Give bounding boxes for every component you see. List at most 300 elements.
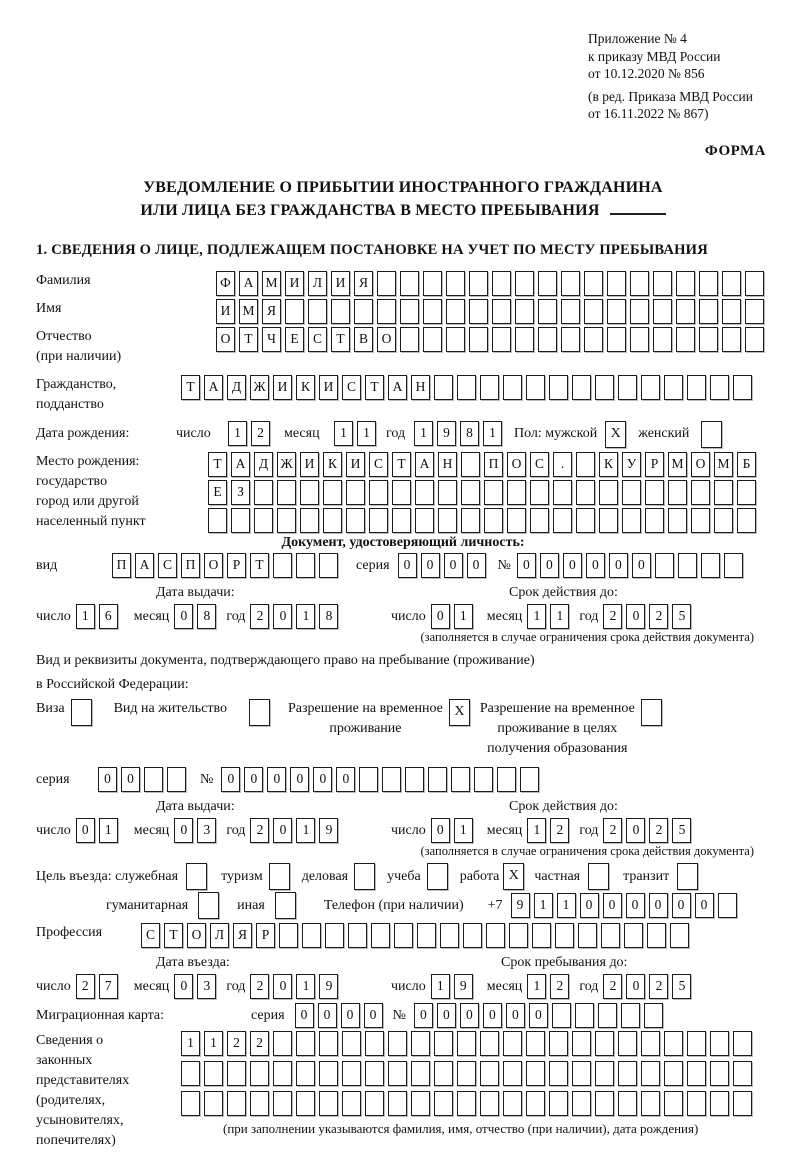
char-cell-empty[interactable] bbox=[457, 1061, 476, 1086]
char-cell-empty[interactable] bbox=[701, 421, 722, 448]
char-cell-empty[interactable] bbox=[552, 1003, 571, 1028]
char-cell-filled[interactable]: 5 bbox=[672, 604, 691, 629]
char-cell-empty[interactable] bbox=[584, 299, 603, 324]
char-cell-filled[interactable]: 0 bbox=[273, 974, 292, 999]
char-cell-empty[interactable] bbox=[323, 508, 342, 533]
char-cell-empty[interactable] bbox=[710, 375, 729, 400]
char-cell-empty[interactable] bbox=[509, 923, 528, 948]
char-cell-empty[interactable] bbox=[530, 508, 549, 533]
char-cell-filled[interactable]: 0 bbox=[626, 974, 645, 999]
char-cell-empty[interactable] bbox=[503, 375, 522, 400]
char-cell-empty[interactable] bbox=[630, 299, 649, 324]
char-cell-empty[interactable] bbox=[144, 767, 163, 792]
char-cell-filled[interactable]: А bbox=[415, 452, 434, 477]
char-cell-empty[interactable] bbox=[411, 1061, 430, 1086]
char-cell-empty[interactable] bbox=[607, 299, 626, 324]
char-cell-filled[interactable]: X bbox=[503, 863, 524, 890]
char-cell-filled[interactable]: X bbox=[449, 699, 470, 726]
char-cell-empty[interactable] bbox=[346, 480, 365, 505]
char-cell-filled[interactable]: 0 bbox=[460, 1003, 479, 1028]
char-cell-filled[interactable]: 0 bbox=[467, 553, 486, 578]
char-cell-empty[interactable] bbox=[250, 1061, 269, 1086]
char-cell-empty[interactable] bbox=[599, 508, 618, 533]
char-cell-empty[interactable] bbox=[653, 327, 672, 352]
char-cell-empty[interactable] bbox=[434, 1091, 453, 1116]
char-cell-empty[interactable] bbox=[438, 480, 457, 505]
char-cell-empty[interactable] bbox=[492, 327, 511, 352]
char-cell-empty[interactable] bbox=[595, 375, 614, 400]
char-cell-empty[interactable] bbox=[461, 452, 480, 477]
char-cell-empty[interactable] bbox=[461, 508, 480, 533]
char-cell-empty[interactable] bbox=[572, 1031, 591, 1056]
char-cell-empty[interactable] bbox=[710, 1061, 729, 1086]
char-cell-empty[interactable] bbox=[737, 508, 756, 533]
char-cell-filled[interactable]: А bbox=[239, 271, 258, 296]
char-cell-empty[interactable] bbox=[415, 508, 434, 533]
char-cell-filled[interactable]: О bbox=[204, 553, 223, 578]
char-cell-filled[interactable]: 0 bbox=[295, 1003, 314, 1028]
char-cell-filled[interactable]: 1 bbox=[550, 604, 569, 629]
char-cell-empty[interactable] bbox=[599, 480, 618, 505]
char-cell-empty[interactable] bbox=[576, 452, 595, 477]
char-cell-filled[interactable]: 0 bbox=[563, 553, 582, 578]
char-cell-empty[interactable] bbox=[691, 480, 710, 505]
char-cell-empty[interactable] bbox=[503, 1061, 522, 1086]
char-cell-filled[interactable]: П bbox=[484, 452, 503, 477]
char-cell-filled[interactable]: 1 bbox=[357, 421, 376, 446]
char-cell-empty[interactable] bbox=[653, 271, 672, 296]
char-cell-filled[interactable]: 0 bbox=[341, 1003, 360, 1028]
char-cell-filled[interactable]: Т bbox=[392, 452, 411, 477]
char-cell-empty[interactable] bbox=[737, 480, 756, 505]
char-cell-empty[interactable] bbox=[354, 863, 375, 890]
char-cell-empty[interactable] bbox=[300, 508, 319, 533]
char-cell-empty[interactable] bbox=[624, 923, 643, 948]
char-cell-empty[interactable] bbox=[365, 1031, 384, 1056]
char-cell-empty[interactable] bbox=[722, 299, 741, 324]
char-cell-filled[interactable]: А bbox=[204, 375, 223, 400]
char-cell-filled[interactable]: 2 bbox=[250, 1031, 269, 1056]
char-cell-empty[interactable] bbox=[553, 508, 572, 533]
char-cell-filled[interactable]: Л bbox=[210, 923, 229, 948]
char-cell-filled[interactable]: 0 bbox=[336, 767, 355, 792]
char-cell-filled[interactable]: 1 bbox=[527, 974, 546, 999]
char-cell-filled[interactable]: Д bbox=[227, 375, 246, 400]
char-cell-empty[interactable] bbox=[469, 271, 488, 296]
char-cell-empty[interactable] bbox=[677, 863, 698, 890]
char-cell-empty[interactable] bbox=[446, 327, 465, 352]
char-cell-empty[interactable] bbox=[710, 1031, 729, 1056]
char-cell-empty[interactable] bbox=[733, 1031, 752, 1056]
char-cell-empty[interactable] bbox=[745, 299, 764, 324]
char-cell-filled[interactable]: 0 bbox=[313, 767, 332, 792]
char-cell-filled[interactable]: 7 bbox=[99, 974, 118, 999]
char-cell-filled[interactable]: Л bbox=[308, 271, 327, 296]
char-cell-filled[interactable]: 9 bbox=[319, 974, 338, 999]
char-cell-filled[interactable]: Т bbox=[331, 327, 350, 352]
char-cell-empty[interactable] bbox=[670, 923, 689, 948]
char-cell-empty[interactable] bbox=[480, 375, 499, 400]
char-cell-empty[interactable] bbox=[296, 1091, 315, 1116]
char-cell-empty[interactable] bbox=[457, 1091, 476, 1116]
char-cell-filled[interactable]: У bbox=[622, 452, 641, 477]
char-cell-empty[interactable] bbox=[377, 271, 396, 296]
char-cell-empty[interactable] bbox=[484, 480, 503, 505]
char-cell-filled[interactable]: 1 bbox=[534, 893, 553, 918]
char-cell-empty[interactable] bbox=[275, 892, 296, 919]
char-cell-empty[interactable] bbox=[359, 767, 378, 792]
char-cell-empty[interactable] bbox=[296, 1031, 315, 1056]
char-cell-empty[interactable] bbox=[273, 1031, 292, 1056]
char-cell-filled[interactable]: 9 bbox=[511, 893, 530, 918]
char-cell-empty[interactable] bbox=[250, 1091, 269, 1116]
char-cell-filled[interactable]: 0 bbox=[529, 1003, 548, 1028]
char-cell-filled[interactable]: Ч bbox=[262, 327, 281, 352]
char-cell-empty[interactable] bbox=[630, 271, 649, 296]
char-cell-filled[interactable]: 0 bbox=[273, 604, 292, 629]
char-cell-filled[interactable]: К bbox=[599, 452, 618, 477]
char-cell-empty[interactable] bbox=[461, 480, 480, 505]
char-cell-filled[interactable]: 1 bbox=[76, 604, 95, 629]
char-cell-empty[interactable] bbox=[434, 1031, 453, 1056]
char-cell-empty[interactable] bbox=[273, 1091, 292, 1116]
char-cell-filled[interactable]: 0 bbox=[483, 1003, 502, 1028]
char-cell-filled[interactable]: 0 bbox=[318, 1003, 337, 1028]
char-cell-empty[interactable] bbox=[653, 299, 672, 324]
char-cell-empty[interactable] bbox=[71, 699, 92, 726]
char-cell-filled[interactable]: О bbox=[187, 923, 206, 948]
char-cell-empty[interactable] bbox=[549, 1061, 568, 1086]
char-cell-filled[interactable]: 0 bbox=[364, 1003, 383, 1028]
char-cell-empty[interactable] bbox=[699, 327, 718, 352]
char-cell-empty[interactable] bbox=[526, 1091, 545, 1116]
char-cell-empty[interactable] bbox=[227, 1091, 246, 1116]
char-cell-empty[interactable] bbox=[388, 1031, 407, 1056]
char-cell-filled[interactable]: 0 bbox=[273, 818, 292, 843]
char-cell-filled[interactable]: 1 bbox=[296, 604, 315, 629]
char-cell-filled[interactable]: Б bbox=[737, 452, 756, 477]
char-cell-empty[interactable] bbox=[186, 863, 207, 890]
char-cell-empty[interactable] bbox=[411, 1091, 430, 1116]
char-cell-empty[interactable] bbox=[664, 375, 683, 400]
char-cell-empty[interactable] bbox=[492, 299, 511, 324]
char-cell-empty[interactable] bbox=[348, 923, 367, 948]
char-cell-filled[interactable]: С bbox=[369, 452, 388, 477]
char-cell-empty[interactable] bbox=[369, 480, 388, 505]
char-cell-filled[interactable]: 6 bbox=[99, 604, 118, 629]
char-cell-empty[interactable] bbox=[664, 1091, 683, 1116]
char-cell-empty[interactable] bbox=[323, 480, 342, 505]
char-cell-empty[interactable] bbox=[503, 1091, 522, 1116]
char-cell-empty[interactable] bbox=[676, 327, 695, 352]
char-cell-empty[interactable] bbox=[204, 1061, 223, 1086]
char-cell-empty[interactable] bbox=[724, 553, 743, 578]
char-cell-filled[interactable]: 0 bbox=[632, 553, 651, 578]
char-cell-filled[interactable]: И bbox=[300, 452, 319, 477]
char-cell-empty[interactable] bbox=[285, 299, 304, 324]
char-cell-empty[interactable] bbox=[440, 923, 459, 948]
char-cell-empty[interactable] bbox=[641, 1061, 660, 1086]
char-cell-filled[interactable]: 1 bbox=[181, 1031, 200, 1056]
char-cell-empty[interactable] bbox=[538, 299, 557, 324]
char-cell-empty[interactable] bbox=[469, 327, 488, 352]
char-cell-filled[interactable]: 8 bbox=[319, 604, 338, 629]
char-cell-filled[interactable]: С bbox=[530, 452, 549, 477]
char-cell-empty[interactable] bbox=[400, 327, 419, 352]
char-cell-empty[interactable] bbox=[595, 1091, 614, 1116]
char-cell-empty[interactable] bbox=[622, 480, 641, 505]
char-cell-empty[interactable] bbox=[480, 1031, 499, 1056]
char-cell-empty[interactable] bbox=[497, 767, 516, 792]
char-cell-empty[interactable] bbox=[687, 1091, 706, 1116]
char-cell-empty[interactable] bbox=[279, 923, 298, 948]
char-cell-empty[interactable] bbox=[733, 375, 752, 400]
char-cell-filled[interactable]: Н bbox=[438, 452, 457, 477]
char-cell-empty[interactable] bbox=[342, 1061, 361, 1086]
char-cell-empty[interactable] bbox=[561, 299, 580, 324]
char-cell-empty[interactable] bbox=[676, 271, 695, 296]
char-cell-filled[interactable]: 1 bbox=[483, 421, 502, 446]
char-cell-filled[interactable]: Я bbox=[262, 299, 281, 324]
char-cell-empty[interactable] bbox=[745, 327, 764, 352]
char-cell-filled[interactable]: И bbox=[273, 375, 292, 400]
char-cell-empty[interactable] bbox=[227, 1061, 246, 1086]
char-cell-empty[interactable] bbox=[699, 299, 718, 324]
char-cell-empty[interactable] bbox=[718, 893, 737, 918]
char-cell-empty[interactable] bbox=[392, 508, 411, 533]
char-cell-filled[interactable]: Т bbox=[208, 452, 227, 477]
char-cell-filled[interactable]: 0 bbox=[290, 767, 309, 792]
char-cell-filled[interactable]: Т bbox=[365, 375, 384, 400]
char-cell-filled[interactable]: 0 bbox=[221, 767, 240, 792]
char-cell-empty[interactable] bbox=[647, 923, 666, 948]
char-cell-empty[interactable] bbox=[181, 1091, 200, 1116]
char-cell-empty[interactable] bbox=[520, 767, 539, 792]
char-cell-filled[interactable]: А bbox=[388, 375, 407, 400]
char-cell-filled[interactable]: 0 bbox=[540, 553, 559, 578]
char-cell-filled[interactable]: 2 bbox=[550, 974, 569, 999]
char-cell-empty[interactable] bbox=[388, 1061, 407, 1086]
char-cell-filled[interactable]: 5 bbox=[672, 818, 691, 843]
char-cell-empty[interactable] bbox=[254, 480, 273, 505]
char-cell-filled[interactable]: 0 bbox=[626, 893, 645, 918]
char-cell-empty[interactable] bbox=[549, 1091, 568, 1116]
char-cell-empty[interactable] bbox=[423, 299, 442, 324]
char-cell-empty[interactable] bbox=[277, 508, 296, 533]
char-cell-empty[interactable] bbox=[382, 767, 401, 792]
char-cell-empty[interactable] bbox=[576, 480, 595, 505]
char-cell-empty[interactable] bbox=[561, 327, 580, 352]
char-cell-empty[interactable] bbox=[480, 1091, 499, 1116]
char-cell-empty[interactable] bbox=[273, 1061, 292, 1086]
char-cell-filled[interactable]: 2 bbox=[251, 421, 270, 446]
char-cell-filled[interactable]: 0 bbox=[444, 553, 463, 578]
char-cell-empty[interactable] bbox=[342, 1031, 361, 1056]
char-cell-filled[interactable]: Д bbox=[254, 452, 273, 477]
char-cell-empty[interactable] bbox=[249, 699, 270, 726]
char-cell-filled[interactable]: 2 bbox=[550, 818, 569, 843]
char-cell-filled[interactable]: 2 bbox=[603, 818, 622, 843]
char-cell-empty[interactable] bbox=[515, 299, 534, 324]
char-cell-empty[interactable] bbox=[423, 327, 442, 352]
char-cell-filled[interactable]: И bbox=[319, 375, 338, 400]
char-cell-filled[interactable]: Е bbox=[208, 480, 227, 505]
char-cell-filled[interactable]: И bbox=[216, 299, 235, 324]
char-cell-filled[interactable]: Е bbox=[285, 327, 304, 352]
char-cell-filled[interactable]: 2 bbox=[227, 1031, 246, 1056]
char-cell-empty[interactable] bbox=[575, 1003, 594, 1028]
char-cell-empty[interactable] bbox=[507, 480, 526, 505]
char-cell-filled[interactable]: 1 bbox=[204, 1031, 223, 1056]
char-cell-filled[interactable]: 2 bbox=[649, 818, 668, 843]
char-cell-empty[interactable] bbox=[319, 1091, 338, 1116]
char-cell-empty[interactable] bbox=[342, 1091, 361, 1116]
char-cell-filled[interactable]: 0 bbox=[98, 767, 117, 792]
char-cell-empty[interactable] bbox=[555, 923, 574, 948]
char-cell-filled[interactable]: М bbox=[262, 271, 281, 296]
char-cell-filled[interactable]: Ж bbox=[277, 452, 296, 477]
char-cell-filled[interactable]: 1 bbox=[414, 421, 433, 446]
char-cell-empty[interactable] bbox=[668, 508, 687, 533]
char-cell-empty[interactable] bbox=[446, 271, 465, 296]
char-cell-empty[interactable] bbox=[576, 508, 595, 533]
char-cell-empty[interactable] bbox=[354, 299, 373, 324]
char-cell-filled[interactable]: 0 bbox=[609, 553, 628, 578]
char-cell-filled[interactable]: Ф bbox=[216, 271, 235, 296]
char-cell-empty[interactable] bbox=[530, 480, 549, 505]
char-cell-empty[interactable] bbox=[427, 863, 448, 890]
char-cell-empty[interactable] bbox=[607, 327, 626, 352]
char-cell-empty[interactable] bbox=[273, 553, 292, 578]
char-cell-empty[interactable] bbox=[526, 1061, 545, 1086]
char-cell-empty[interactable] bbox=[691, 508, 710, 533]
char-cell-filled[interactable]: О bbox=[216, 327, 235, 352]
char-cell-empty[interactable] bbox=[588, 863, 609, 890]
char-cell-filled[interactable]: И bbox=[285, 271, 304, 296]
char-cell-filled[interactable]: 1 bbox=[296, 818, 315, 843]
char-cell-filled[interactable]: 2 bbox=[250, 818, 269, 843]
char-cell-filled[interactable]: 0 bbox=[174, 818, 193, 843]
char-cell-empty[interactable] bbox=[641, 1031, 660, 1056]
char-cell-empty[interactable] bbox=[668, 480, 687, 505]
char-cell-filled[interactable]: 0 bbox=[649, 893, 668, 918]
char-cell-filled[interactable]: 2 bbox=[603, 974, 622, 999]
char-cell-filled[interactable]: 0 bbox=[421, 553, 440, 578]
char-cell-filled[interactable]: М bbox=[668, 452, 687, 477]
char-cell-empty[interactable] bbox=[302, 923, 321, 948]
char-cell-empty[interactable] bbox=[710, 1091, 729, 1116]
char-cell-empty[interactable] bbox=[584, 327, 603, 352]
char-cell-filled[interactable]: К bbox=[296, 375, 315, 400]
char-cell-empty[interactable] bbox=[722, 327, 741, 352]
char-cell-empty[interactable] bbox=[417, 923, 436, 948]
char-cell-empty[interactable] bbox=[618, 1091, 637, 1116]
char-cell-filled[interactable]: 0 bbox=[267, 767, 286, 792]
char-cell-empty[interactable] bbox=[584, 271, 603, 296]
char-cell-empty[interactable] bbox=[415, 480, 434, 505]
char-cell-empty[interactable] bbox=[503, 1031, 522, 1056]
char-cell-filled[interactable]: 0 bbox=[398, 553, 417, 578]
char-cell-empty[interactable] bbox=[722, 271, 741, 296]
char-cell-empty[interactable] bbox=[645, 508, 664, 533]
char-cell-filled[interactable]: А bbox=[231, 452, 250, 477]
char-cell-empty[interactable] bbox=[714, 480, 733, 505]
char-cell-empty[interactable] bbox=[733, 1061, 752, 1086]
char-cell-empty[interactable] bbox=[572, 1091, 591, 1116]
char-cell-empty[interactable] bbox=[474, 767, 493, 792]
char-cell-empty[interactable] bbox=[532, 923, 551, 948]
char-cell-filled[interactable]: 1 bbox=[527, 818, 546, 843]
char-cell-filled[interactable]: С bbox=[158, 553, 177, 578]
char-cell-filled[interactable]: К bbox=[323, 452, 342, 477]
char-cell-filled[interactable]: Я bbox=[233, 923, 252, 948]
char-cell-empty[interactable] bbox=[346, 508, 365, 533]
char-cell-filled[interactable]: 0 bbox=[174, 604, 193, 629]
char-cell-empty[interactable] bbox=[369, 508, 388, 533]
char-cell-empty[interactable] bbox=[392, 480, 411, 505]
char-cell-filled[interactable]: 0 bbox=[121, 767, 140, 792]
char-cell-empty[interactable] bbox=[641, 375, 660, 400]
char-cell-empty[interactable] bbox=[622, 508, 641, 533]
char-cell-empty[interactable] bbox=[664, 1061, 683, 1086]
char-cell-empty[interactable] bbox=[208, 508, 227, 533]
char-cell-empty[interactable] bbox=[645, 480, 664, 505]
char-cell-empty[interactable] bbox=[231, 508, 250, 533]
char-cell-empty[interactable] bbox=[641, 699, 662, 726]
char-cell-empty[interactable] bbox=[469, 299, 488, 324]
char-cell-filled[interactable]: Н bbox=[411, 375, 430, 400]
char-cell-filled[interactable]: 2 bbox=[250, 604, 269, 629]
char-cell-filled[interactable]: 0 bbox=[437, 1003, 456, 1028]
char-cell-empty[interactable] bbox=[598, 1003, 617, 1028]
char-cell-empty[interactable] bbox=[405, 767, 424, 792]
char-cell-empty[interactable] bbox=[492, 271, 511, 296]
char-cell-empty[interactable] bbox=[538, 327, 557, 352]
char-cell-empty[interactable] bbox=[745, 271, 764, 296]
char-cell-filled[interactable]: О bbox=[377, 327, 396, 352]
char-cell-filled[interactable]: 1 bbox=[454, 604, 473, 629]
char-cell-filled[interactable]: П bbox=[112, 553, 131, 578]
char-cell-filled[interactable]: 0 bbox=[506, 1003, 525, 1028]
char-cell-empty[interactable] bbox=[644, 1003, 663, 1028]
char-cell-empty[interactable] bbox=[515, 271, 534, 296]
char-cell-empty[interactable] bbox=[618, 1061, 637, 1086]
char-cell-filled[interactable]: Т bbox=[250, 553, 269, 578]
char-cell-empty[interactable] bbox=[446, 299, 465, 324]
char-cell-empty[interactable] bbox=[664, 1031, 683, 1056]
char-cell-empty[interactable] bbox=[687, 375, 706, 400]
char-cell-empty[interactable] bbox=[388, 1091, 407, 1116]
char-cell-filled[interactable]: 1 bbox=[431, 974, 450, 999]
char-cell-filled[interactable]: Р bbox=[256, 923, 275, 948]
char-cell-empty[interactable] bbox=[434, 1061, 453, 1086]
char-cell-filled[interactable]: 8 bbox=[460, 421, 479, 446]
char-cell-filled[interactable]: С bbox=[141, 923, 160, 948]
char-cell-filled[interactable]: А bbox=[135, 553, 154, 578]
char-cell-filled[interactable]: 0 bbox=[76, 818, 95, 843]
char-cell-empty[interactable] bbox=[400, 271, 419, 296]
char-cell-filled[interactable]: 0 bbox=[517, 553, 536, 578]
char-cell-filled[interactable]: Ж bbox=[250, 375, 269, 400]
char-cell-empty[interactable] bbox=[296, 1061, 315, 1086]
char-cell-empty[interactable] bbox=[701, 553, 720, 578]
char-cell-empty[interactable] bbox=[167, 767, 186, 792]
char-cell-filled[interactable]: П bbox=[181, 553, 200, 578]
char-cell-filled[interactable]: 0 bbox=[626, 604, 645, 629]
char-cell-filled[interactable]: Р bbox=[227, 553, 246, 578]
char-cell-filled[interactable]: И bbox=[346, 452, 365, 477]
char-cell-empty[interactable] bbox=[714, 508, 733, 533]
